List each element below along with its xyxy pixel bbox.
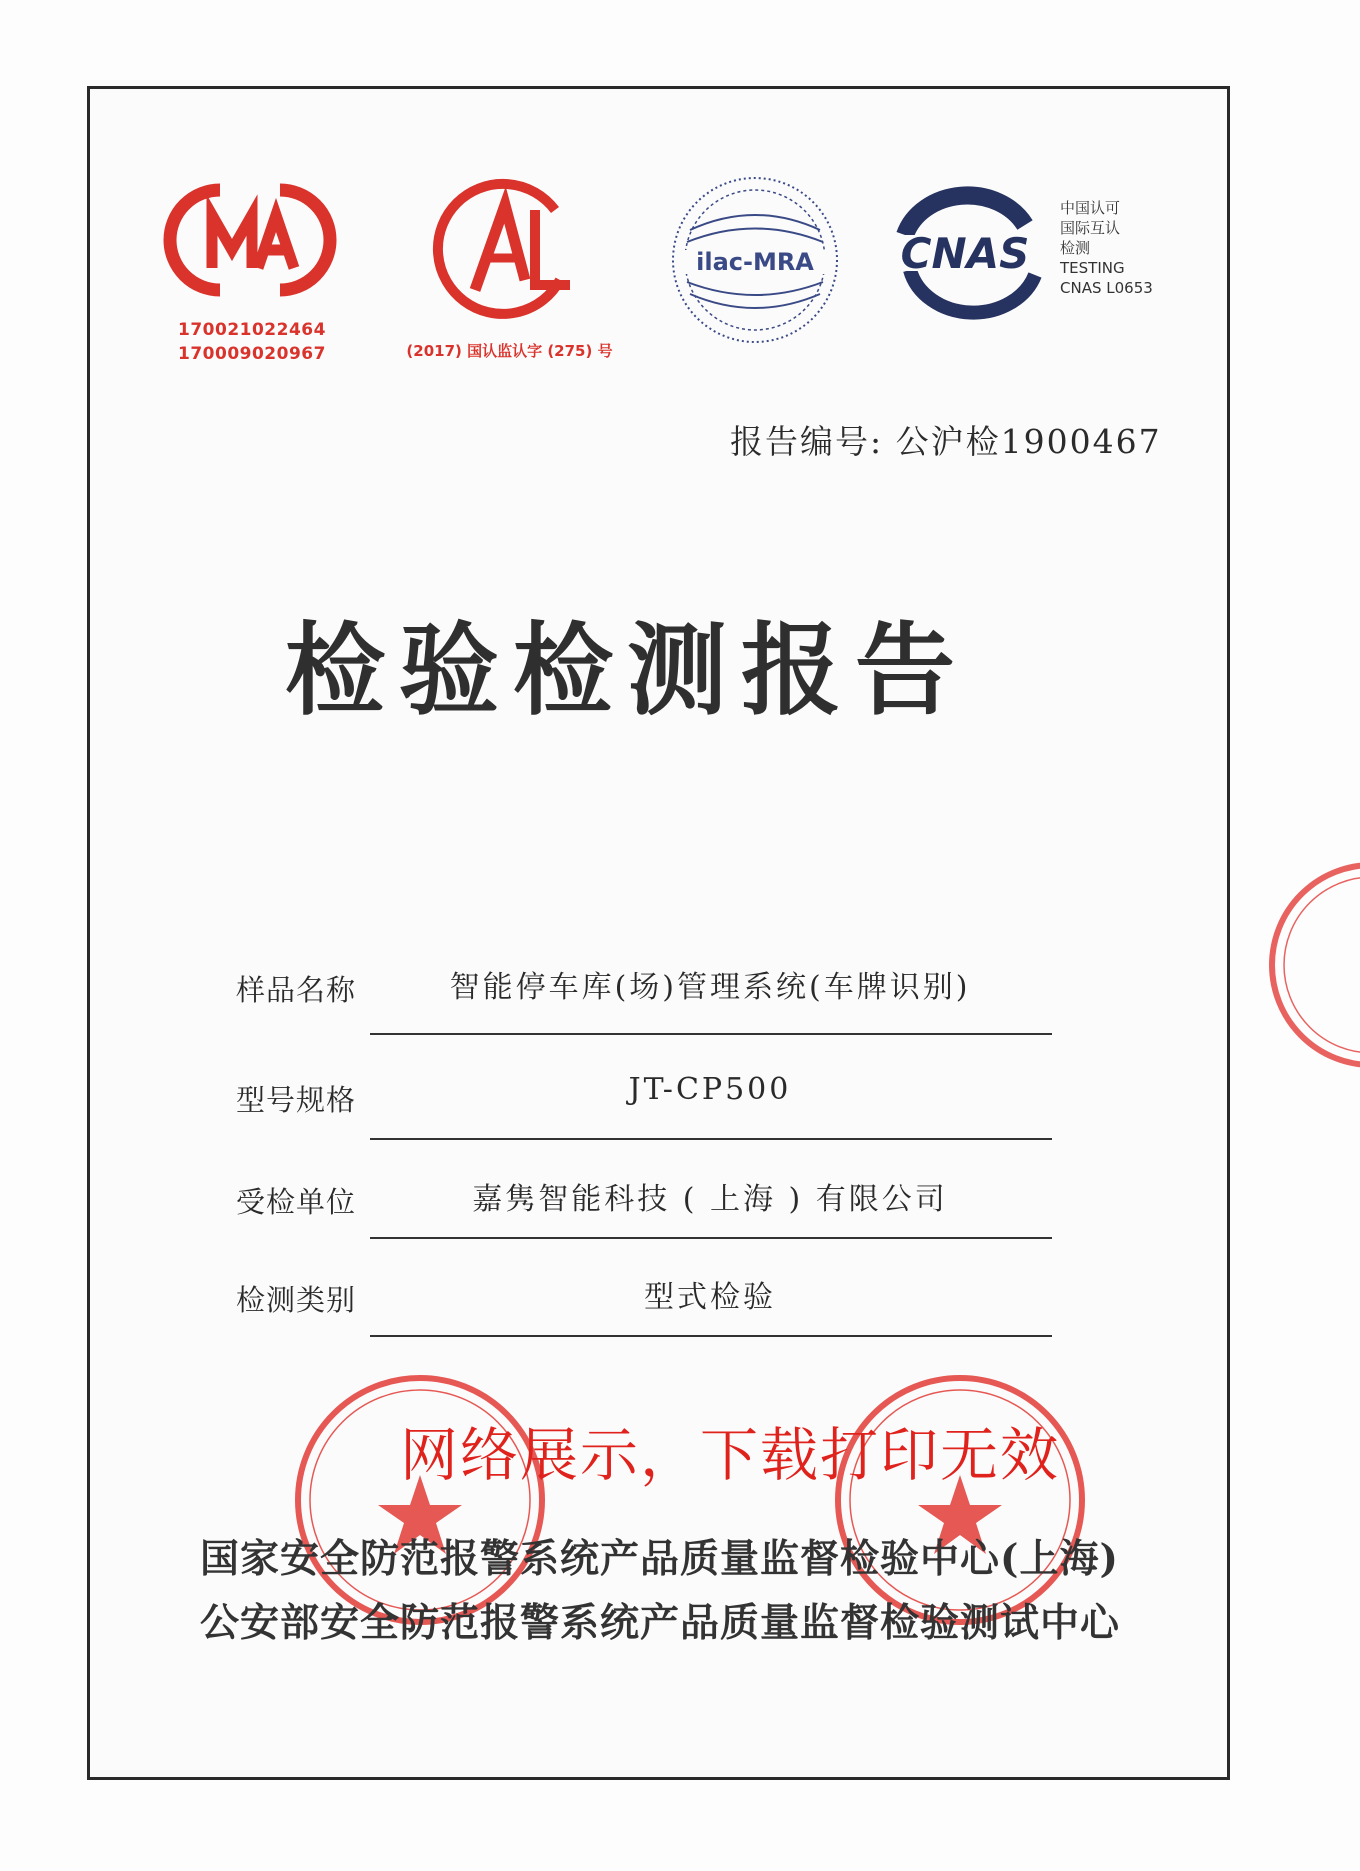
issuing-organization-1: 国家安全防范报警系统产品质量监督检验中心(上海): [200, 1536, 1119, 1582]
page-title: 检验检测报告: [285, 611, 969, 729]
cma-numbers: [178, 318, 326, 366]
cma-number-1: 170021022464: [178, 320, 326, 340]
field-underline: [370, 1138, 1052, 1140]
field-value-test-type: 型式检验: [644, 1280, 776, 1315]
watermark-notice: 网络展示，下载打印无效: [400, 1421, 1061, 1489]
cnas-line-4: TESTING: [1060, 259, 1125, 277]
issuing-organization-2: 公安部安全防范报警系统产品质量监督检验测试中心: [200, 1600, 1121, 1646]
cnas-line-3: 检测: [1060, 239, 1091, 257]
cnas-line-2: 国际互认: [1060, 219, 1121, 237]
cnas-accreditation-text: [1060, 198, 1153, 298]
cal-caption: (2017) 国认监认字 (275) 号: [406, 342, 613, 360]
cal-logo: [420, 170, 590, 330]
field-label-sample-name: 样品名称: [236, 973, 357, 1007]
cnas-line-5: CNAS L0653: [1060, 279, 1153, 297]
field-label-model: 型号规格: [236, 1083, 357, 1117]
field-label-client: 受检单位: [236, 1185, 357, 1219]
ilac-mra-logo: [665, 170, 845, 350]
report-number: 报告编号: 公沪检1900467: [730, 422, 1162, 461]
cma-number-2: 170009020967: [178, 344, 326, 364]
cnas-logo: [875, 180, 1055, 320]
field-value-sample-name: 智能停车库(场)管理系统(车牌识别): [449, 970, 971, 1005]
cnas-line-1: 中国认可: [1060, 199, 1121, 217]
cma-logo: [150, 180, 350, 300]
field-value-model: JT-CP500: [628, 1072, 792, 1107]
ilac-label: ilac-MRA: [696, 248, 814, 276]
cnas-label: CNAS: [900, 229, 1030, 278]
field-underline: [370, 1033, 1052, 1035]
field-value-client: 嘉隽智能科技 ( 上海 ) 有限公司: [472, 1182, 948, 1217]
official-seal-edge: [1262, 855, 1360, 1075]
field-underline: [370, 1335, 1052, 1337]
field-underline: [370, 1237, 1052, 1239]
field-label-test-type: 检测类别: [236, 1283, 357, 1317]
